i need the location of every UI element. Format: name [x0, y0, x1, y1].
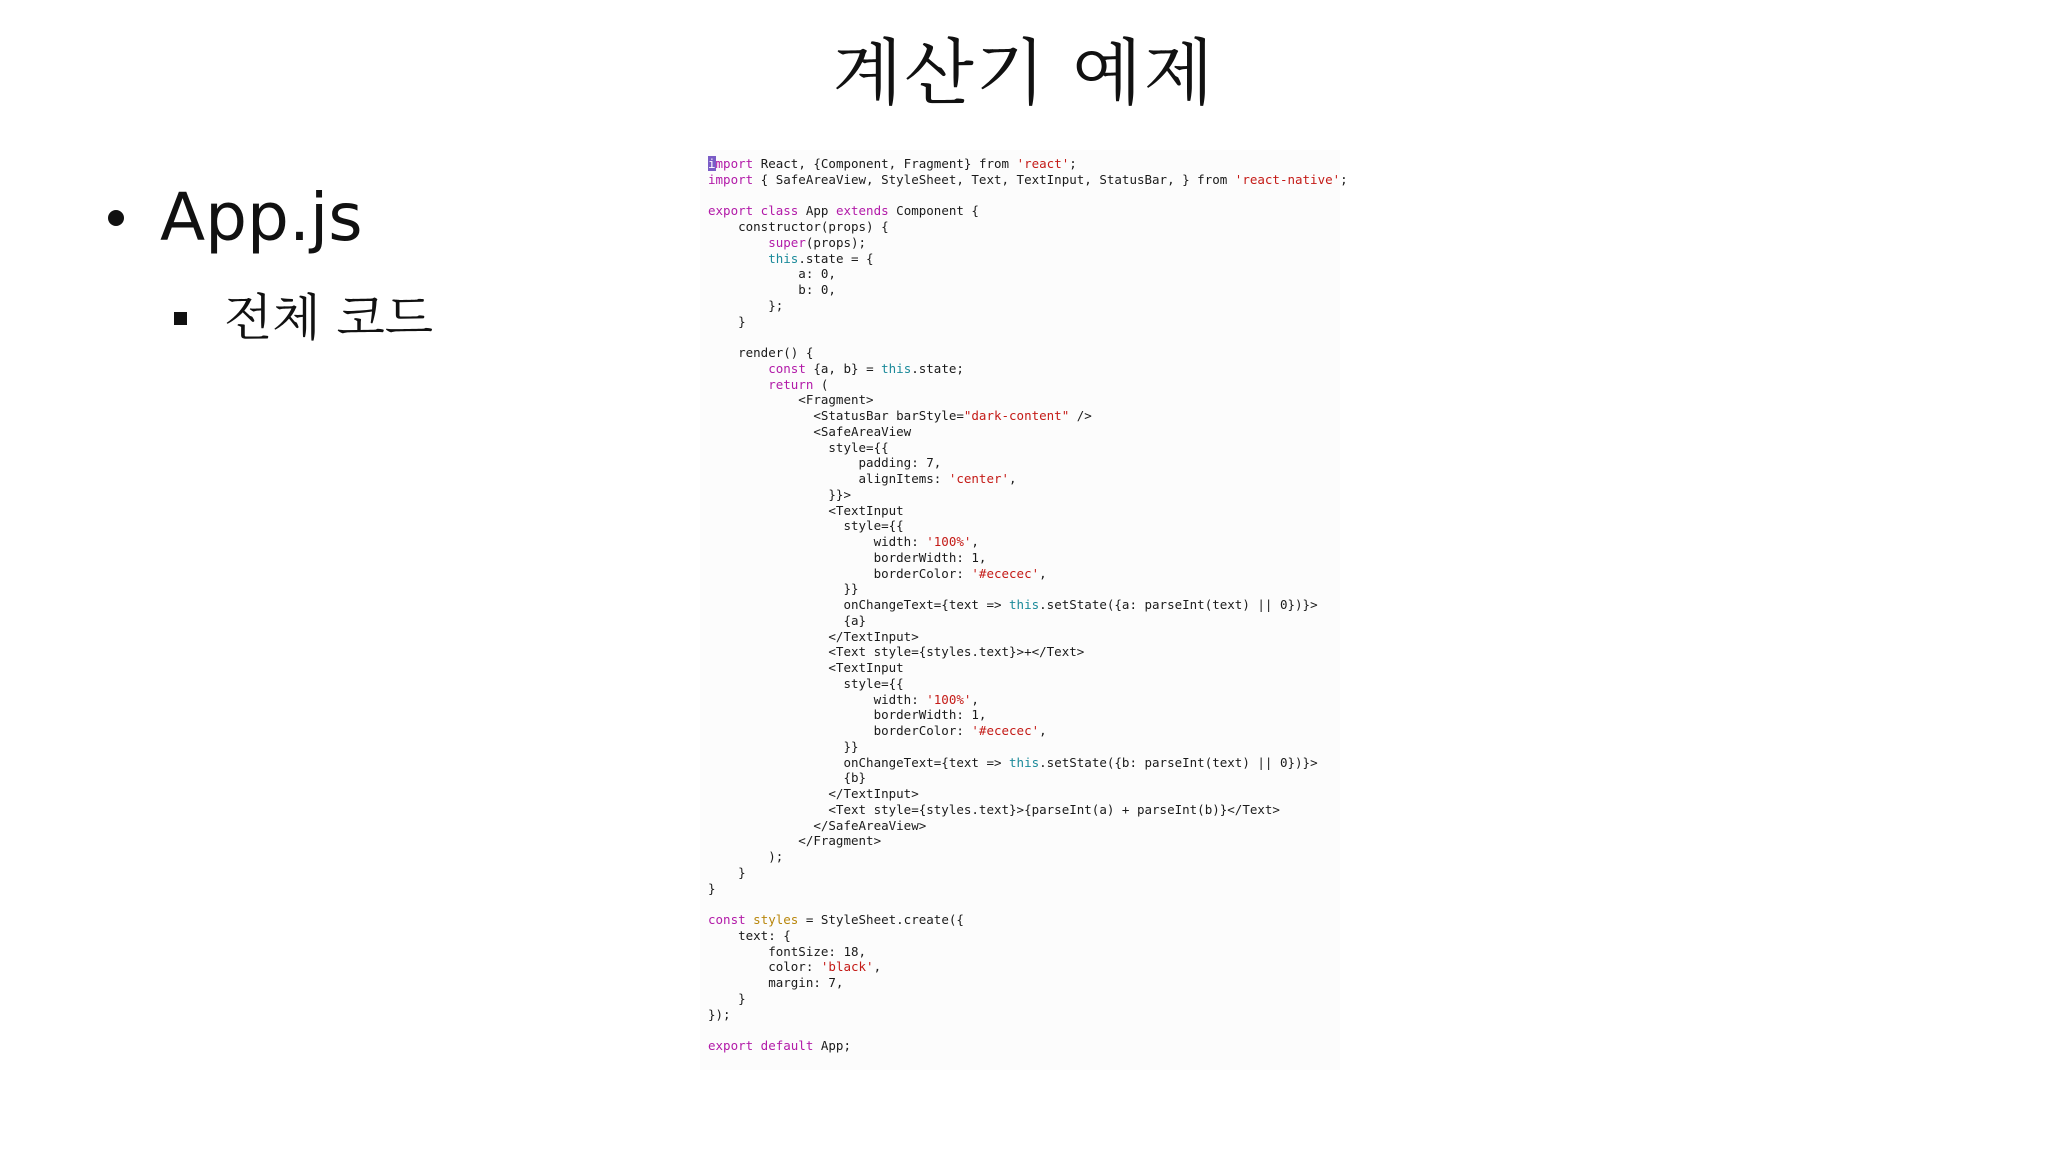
code-line — [708, 503, 1348, 519]
code-token: {a} — [708, 612, 867, 628]
code-token: borderColor: — [708, 565, 972, 581]
code-token: onChangeText={text => — [708, 754, 1010, 770]
code-token: '100%' — [926, 534, 972, 549]
code-line — [708, 912, 1348, 928]
code-token: <Text style={styles.text}>+</Text> — [708, 644, 1085, 660]
code-line — [708, 802, 1348, 818]
code-token — [708, 377, 768, 392]
code-line — [708, 487, 1348, 503]
code-token: {a, b} = — [805, 360, 882, 376]
code-line — [708, 581, 1348, 597]
code-line — [708, 550, 1348, 566]
code-token: }); — [708, 1006, 731, 1022]
code-line — [708, 786, 1348, 802]
code-line — [708, 329, 1348, 345]
code-token: <TextInput — [708, 660, 904, 675]
code-token: b: 0, — [708, 282, 836, 297]
code-token: Component { — [888, 203, 979, 219]
code-token: {b} — [708, 770, 867, 786]
code-line — [708, 896, 1348, 912]
code-line — [708, 928, 1348, 944]
code-token — [708, 235, 768, 250]
code-token: <TextInput — [708, 502, 904, 518]
code-token — [708, 361, 768, 376]
code-line — [708, 266, 1348, 282]
code-token: constructor(props) { — [708, 219, 889, 234]
sub-bullet-item — [174, 288, 433, 348]
code-token: .setState({a: parseInt(text) || 0})}> — [1039, 597, 1318, 612]
code-token: .state = { — [798, 250, 874, 266]
code-screenshot — [700, 150, 1348, 1070]
code-line — [708, 1038, 1348, 1054]
code-token: , — [873, 959, 882, 975]
code-line — [708, 723, 1348, 739]
bullet-label: App.js — [160, 179, 363, 256]
code-token: borderColor: — [708, 723, 972, 738]
code-line — [708, 944, 1348, 960]
code-line — [708, 298, 1348, 314]
code-line — [708, 424, 1348, 440]
code-line — [708, 849, 1348, 865]
code-block — [708, 156, 1348, 1054]
code-line — [708, 865, 1348, 881]
code-token: "dark-content" — [963, 408, 1070, 423]
code-token: ); — [708, 849, 784, 864]
code-line — [708, 644, 1348, 660]
code-line — [708, 755, 1348, 771]
code-line — [708, 156, 1348, 172]
code-line — [708, 566, 1348, 582]
code-line — [708, 440, 1348, 456]
code-line — [708, 314, 1348, 330]
code-line — [708, 408, 1348, 424]
code-line — [708, 455, 1348, 471]
code-token: 'center' — [948, 471, 1010, 486]
code-token: margin: 7, — [708, 975, 844, 990]
code-line — [708, 361, 1348, 377]
code-token: width: — [708, 691, 927, 707]
code-token: extends — [835, 203, 889, 219]
code-token: color: — [708, 959, 821, 975]
code-token — [708, 251, 768, 266]
code-token: width: — [708, 534, 927, 549]
code-token: styles — [753, 912, 799, 927]
code-line — [708, 975, 1348, 991]
code-token: { SafeAreaView, StyleSheet, Text, TextInput, StatusBar, } from — [753, 171, 1235, 187]
code-token: return — [768, 376, 814, 392]
code-token: this — [768, 250, 799, 266]
code-token: mport — [715, 156, 754, 171]
slide-title: 계산기 예제 — [832, 31, 1216, 115]
code-token: this — [881, 360, 912, 376]
code-token: const — [768, 360, 806, 376]
code-line — [708, 345, 1348, 361]
code-line — [708, 1022, 1348, 1038]
code-token: fontSize: 18, — [708, 943, 867, 959]
code-token: .state; — [911, 360, 964, 376]
code-token: App — [798, 203, 836, 219]
code-token: super — [768, 234, 806, 250]
code-token: </TextInput> — [708, 786, 919, 801]
code-token: App; — [813, 1038, 851, 1053]
code-token: /> — [1069, 408, 1092, 423]
code-line — [708, 833, 1348, 849]
code-token: '#ececec' — [971, 723, 1040, 738]
code-line — [708, 518, 1348, 534]
code-token: } — [708, 880, 716, 896]
code-token: <SafeAreaView — [708, 423, 912, 439]
code-line — [708, 203, 1348, 219]
code-line — [708, 707, 1348, 723]
code-line — [708, 377, 1348, 393]
code-token: 'black' — [820, 959, 874, 975]
code-line — [708, 597, 1348, 613]
code-line — [708, 219, 1348, 235]
square-bullet-icon — [174, 312, 187, 325]
code-line — [708, 959, 1348, 975]
code-line — [708, 534, 1348, 550]
code-token: alignItems: — [708, 471, 949, 486]
code-line — [708, 235, 1348, 251]
code-token: }} — [708, 738, 859, 754]
code-token: } — [708, 990, 746, 1006]
code-token: '#ececec' — [971, 565, 1040, 581]
code-line — [708, 188, 1348, 204]
code-token: }; — [708, 297, 784, 313]
code-token: React, {Component, Fragment} from — [753, 156, 1017, 171]
code-token: ( — [813, 376, 829, 392]
code-line — [708, 613, 1348, 629]
bullet-dot-icon — [108, 210, 124, 226]
code-token: }}> — [708, 486, 851, 502]
code-token: style={{ — [708, 675, 904, 691]
bullet-list — [108, 178, 433, 348]
code-token: }} — [708, 581, 859, 597]
code-line — [708, 392, 1348, 408]
code-token: render() { — [708, 345, 814, 360]
code-token: this — [1009, 597, 1040, 612]
code-token: style={{ — [708, 439, 889, 455]
code-token: , — [1009, 471, 1017, 486]
code-token: 'react' — [1016, 156, 1070, 171]
code-line — [708, 251, 1348, 267]
code-token: onChangeText={text => — [708, 597, 1010, 612]
code-token: export class — [708, 203, 799, 219]
code-token: export default — [708, 1038, 814, 1053]
code-token: text: { — [708, 927, 791, 943]
bullet-item — [108, 178, 433, 258]
code-token: this — [1009, 754, 1040, 770]
code-token: , — [1039, 565, 1047, 581]
code-token: </SafeAreaView> — [708, 817, 927, 833]
code-token: </Fragment> — [708, 833, 882, 849]
code-line — [708, 282, 1348, 298]
code-line — [708, 676, 1348, 692]
code-line — [708, 881, 1348, 897]
code-token: i — [708, 156, 716, 171]
code-token: } — [708, 864, 746, 880]
code-token: , — [971, 534, 979, 549]
code-token: borderWidth: 1, — [708, 707, 987, 723]
code-token: , — [971, 691, 979, 707]
code-token: padding: 7, — [708, 455, 942, 471]
code-line — [708, 1007, 1348, 1023]
code-token: = StyleSheet.create({ — [798, 912, 964, 927]
code-line — [708, 660, 1348, 676]
code-line — [708, 172, 1348, 188]
code-line — [708, 629, 1348, 645]
code-line — [708, 770, 1348, 786]
code-token: '100%' — [926, 691, 972, 707]
code-line — [708, 818, 1348, 834]
code-line — [708, 991, 1348, 1007]
code-token: borderWidth: 1, — [708, 549, 987, 565]
code-token: <StatusBar barStyle= — [708, 408, 964, 423]
code-token: import — [708, 171, 754, 187]
code-token: } — [708, 313, 746, 329]
code-token: style={{ — [708, 518, 904, 534]
code-line — [708, 471, 1348, 487]
code-token: <Text style={styles.text}>{parseInt(a) + parseInt(b)}</Text> — [708, 801, 1280, 817]
sub-bullet-label: 전체 코드 — [224, 289, 434, 347]
code-token: <Fragment> — [708, 392, 874, 408]
code-token: a: 0, — [708, 266, 836, 282]
code-line — [708, 739, 1348, 755]
code-line — [708, 692, 1348, 708]
code-token: (props); — [805, 234, 867, 250]
code-token: </TextInput> — [708, 628, 919, 644]
code-token: ; — [1340, 171, 1348, 187]
code-token: 'react-native' — [1234, 171, 1341, 187]
code-token: .setState({b: parseInt(text) || 0})}> — [1039, 754, 1318, 770]
code-token: , — [1039, 723, 1047, 738]
code-token: ; — [1069, 156, 1077, 171]
code-token: const — [708, 912, 746, 927]
